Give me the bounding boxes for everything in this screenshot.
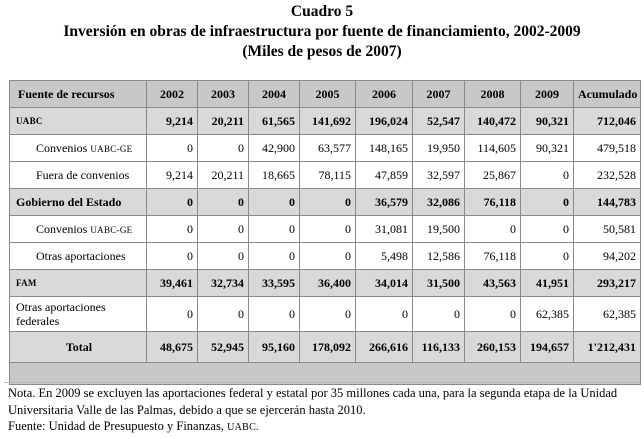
value-cell: 12,586 bbox=[413, 243, 465, 270]
value-cell: 0 bbox=[249, 297, 300, 332]
value-cell: 148,165 bbox=[356, 135, 413, 162]
row-label: FAM bbox=[10, 270, 147, 297]
value-cell: 0 bbox=[249, 189, 300, 216]
header-cell: 2005 bbox=[300, 81, 356, 108]
value-cell: 260,153 bbox=[465, 332, 521, 363]
value-cell: 114,605 bbox=[465, 135, 521, 162]
table-caption bbox=[0, 2, 644, 62]
value-cell: 0 bbox=[198, 189, 249, 216]
value-cell: 76,118 bbox=[465, 189, 521, 216]
value-cell: 144,783 bbox=[574, 189, 641, 216]
value-cell: 78,115 bbox=[300, 162, 356, 189]
row-label-text: Convenios bbox=[36, 221, 88, 236]
header-cell: 2002 bbox=[147, 81, 198, 108]
header-cell: 2004 bbox=[249, 81, 300, 108]
value-cell: 9,214 bbox=[147, 108, 198, 135]
value-cell: 31,081 bbox=[356, 216, 413, 243]
row-label-suffix: UABC-GE bbox=[90, 224, 133, 235]
row-label: Fuera de convenios bbox=[10, 162, 147, 189]
row-label: UABC bbox=[10, 108, 147, 135]
value-cell: 0 bbox=[147, 216, 198, 243]
header-cell: Fuente de recursos bbox=[10, 81, 147, 108]
value-cell: 0 bbox=[521, 189, 574, 216]
value-cell: 0 bbox=[249, 216, 300, 243]
table-row bbox=[10, 135, 641, 162]
value-cell: 0 bbox=[300, 297, 356, 332]
note-text: Nota. En 2009 se excluyen las aportaciones federal y estatal por 35 millones cada una, para la segunda etapa de la Unidad Universitaria Valle de las Palmas, debido a que se ejercerán hasta 2010. bbox=[8, 386, 618, 417]
value-cell: 479,518 bbox=[574, 135, 641, 162]
table-row bbox=[10, 243, 641, 270]
caption-units: (Miles de pesos de 2007) bbox=[242, 43, 402, 60]
value-cell: 232,528 bbox=[574, 162, 641, 189]
value-cell: 62,385 bbox=[521, 297, 574, 332]
row-label: Otras aportaciones federales bbox=[10, 297, 147, 332]
value-cell: 19,500 bbox=[413, 216, 465, 243]
notes-divider bbox=[4, 382, 640, 383]
value-cell: 140,472 bbox=[465, 108, 521, 135]
value-cell: 52,945 bbox=[198, 332, 249, 363]
value-cell: 0 bbox=[465, 216, 521, 243]
value-cell: 47,859 bbox=[356, 162, 413, 189]
row-label: Gobierno del Estado bbox=[10, 189, 147, 216]
value-cell: 0 bbox=[521, 216, 574, 243]
table-row bbox=[10, 297, 641, 332]
value-cell: 43,563 bbox=[465, 270, 521, 297]
value-cell: 178,092 bbox=[300, 332, 356, 363]
value-cell: 76,118 bbox=[465, 243, 521, 270]
value-cell: 33,595 bbox=[249, 270, 300, 297]
value-cell: 712,046 bbox=[574, 108, 641, 135]
table-row bbox=[10, 332, 641, 363]
value-cell: 116,133 bbox=[413, 332, 465, 363]
header-cell: 2003 bbox=[198, 81, 249, 108]
table-row bbox=[10, 162, 641, 189]
value-cell: 94,202 bbox=[574, 243, 641, 270]
value-cell: 0 bbox=[147, 243, 198, 270]
source-text bbox=[8, 418, 638, 437]
row-label: Total bbox=[10, 332, 147, 363]
value-cell: 0 bbox=[198, 135, 249, 162]
value-cell: 42,900 bbox=[249, 135, 300, 162]
value-cell: 36,579 bbox=[356, 189, 413, 216]
table-row bbox=[10, 216, 641, 243]
header-cell: Acumulado bbox=[574, 81, 641, 108]
value-cell: 0 bbox=[521, 243, 574, 270]
value-cell: 18,665 bbox=[249, 162, 300, 189]
header-cell: 2007 bbox=[413, 81, 465, 108]
value-cell: 48,675 bbox=[147, 332, 198, 363]
value-cell: 0 bbox=[249, 243, 300, 270]
value-cell: 0 bbox=[147, 297, 198, 332]
row-label bbox=[10, 216, 147, 243]
value-cell: 90,321 bbox=[521, 108, 574, 135]
value-cell: 20,211 bbox=[198, 108, 249, 135]
value-cell: 0 bbox=[300, 216, 356, 243]
value-cell: 1'212,431 bbox=[574, 332, 641, 363]
value-cell: 194,657 bbox=[521, 332, 574, 363]
value-cell: 266,616 bbox=[356, 332, 413, 363]
value-cell: 39,461 bbox=[147, 270, 198, 297]
table-row bbox=[10, 108, 641, 135]
value-cell: 0 bbox=[465, 297, 521, 332]
row-label-text: Convenios bbox=[36, 140, 88, 155]
value-cell: 63,577 bbox=[300, 135, 356, 162]
value-cell: 0 bbox=[521, 162, 574, 189]
table-notes bbox=[8, 385, 638, 437]
value-cell: 31,500 bbox=[413, 270, 465, 297]
value-cell: 0 bbox=[413, 297, 465, 332]
table-row bbox=[10, 189, 641, 216]
value-cell: 36,400 bbox=[300, 270, 356, 297]
header-row bbox=[10, 81, 641, 108]
value-cell: 52,547 bbox=[413, 108, 465, 135]
value-cell: 20,211 bbox=[198, 162, 249, 189]
header-cell: 2006 bbox=[356, 81, 413, 108]
header-cell: 2009 bbox=[521, 81, 574, 108]
row-label: Otras aportaciones bbox=[10, 243, 147, 270]
value-cell: 32,086 bbox=[413, 189, 465, 216]
value-cell: 90,321 bbox=[521, 135, 574, 162]
value-cell: 32,597 bbox=[413, 162, 465, 189]
caption-number: Cuadro 5 bbox=[290, 3, 354, 20]
value-cell: 61,565 bbox=[249, 108, 300, 135]
row-label-suffix: UABC-GE bbox=[90, 143, 133, 154]
value-cell: 0 bbox=[356, 297, 413, 332]
value-cell: 0 bbox=[147, 189, 198, 216]
source-prefix: Fuente: Unidad de Presupuesto y Finanzas, bbox=[8, 419, 224, 433]
header-cell: 2008 bbox=[465, 81, 521, 108]
caption-title: Inversión en obras de infraestructura por fuente de financiamiento, 2002-2009 bbox=[63, 23, 581, 40]
value-cell: 141,692 bbox=[300, 108, 356, 135]
value-cell: 32,734 bbox=[198, 270, 249, 297]
investment-table bbox=[9, 80, 641, 385]
value-cell: 50,581 bbox=[574, 216, 641, 243]
source-org: UABC. bbox=[227, 422, 259, 433]
value-cell: 0 bbox=[300, 189, 356, 216]
value-cell: 41,951 bbox=[521, 270, 574, 297]
value-cell: 196,024 bbox=[356, 108, 413, 135]
value-cell: 5,498 bbox=[356, 243, 413, 270]
row-label bbox=[10, 135, 147, 162]
value-cell: 0 bbox=[198, 297, 249, 332]
value-cell: 25,867 bbox=[465, 162, 521, 189]
value-cell: 0 bbox=[147, 135, 198, 162]
value-cell: 34,014 bbox=[356, 270, 413, 297]
table-row bbox=[10, 270, 641, 297]
value-cell: 0 bbox=[300, 243, 356, 270]
value-cell: 293,217 bbox=[574, 270, 641, 297]
value-cell: 0 bbox=[198, 243, 249, 270]
value-cell: 19,950 bbox=[413, 135, 465, 162]
value-cell: 9,214 bbox=[147, 162, 198, 189]
value-cell: 62,385 bbox=[574, 297, 641, 332]
value-cell: 0 bbox=[198, 216, 249, 243]
value-cell: 95,160 bbox=[249, 332, 300, 363]
